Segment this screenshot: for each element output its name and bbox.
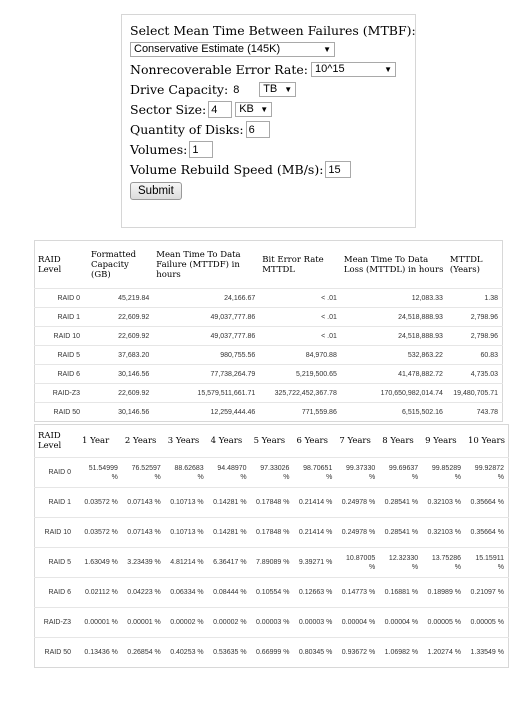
probability-cell: 88.62683 % <box>165 458 208 488</box>
col-year-6: 6 Years <box>296 436 328 446</box>
probability-cell: 1.20274 % <box>422 638 465 668</box>
probability-cell: 0.40253 % <box>165 638 208 668</box>
table-cell: 980,755.56 <box>153 346 259 365</box>
probability-cell: 0.10713 % <box>165 488 208 518</box>
mtbf-selected-value: Conservative Estimate (145K) <box>134 43 281 55</box>
col-mttdf: Mean Time To Data Failure (MTTDF) in hours <box>156 249 241 280</box>
probability-cell: 76.52597 % <box>122 458 165 488</box>
rebuild-input[interactable]: 15 <box>325 161 351 178</box>
sector-unit-select[interactable] <box>235 102 272 117</box>
table-cell: 12,083.33 <box>341 289 447 308</box>
probability-cell: 0.00003 % <box>293 608 336 638</box>
table-row <box>35 346 503 365</box>
col-year-8: 8 Years <box>382 436 414 446</box>
col-year-1: 1 Year <box>82 436 110 446</box>
probability-cell: 0.32103 % <box>422 488 465 518</box>
probability-cell: 0.53635 % <box>208 638 251 668</box>
probability-cell: 99.85289 % <box>422 458 465 488</box>
probability-cell: 0.06334 % <box>165 578 208 608</box>
table-cell: 2,798.96 <box>447 327 503 346</box>
probability-cell: 0.07143 % <box>122 488 165 518</box>
probability-cell: 0.17848 % <box>251 518 294 548</box>
probability-cell: 0.00004 % <box>379 608 422 638</box>
raid-level-cell: RAID 6 <box>35 365 89 384</box>
col-year-2: 2 Years <box>124 436 157 446</box>
table-cell: 30,146.56 <box>88 403 153 422</box>
probability-cell: 0.24978 % <box>336 488 379 518</box>
probability-cell: 94.48970 % <box>208 458 251 488</box>
raid-level-cell: RAID 10 <box>35 327 89 346</box>
probability-cell: 0.00003 % <box>251 608 294 638</box>
table-cell: 60.83 <box>447 346 503 365</box>
raid-level-cell: RAID-Z3 <box>35 608 80 638</box>
table-cell: 41,478,882.72 <box>341 365 447 384</box>
mtbf-select-row <box>130 39 415 59</box>
probability-cell: 0.10554 % <box>251 578 294 608</box>
table-cell: 6,515,502.16 <box>341 403 447 422</box>
table-cell: 15,579,511,661.71 <box>153 384 259 403</box>
col-year-4: 4 Years <box>210 436 243 446</box>
volumes-input[interactable]: 1 <box>189 141 213 158</box>
probability-cell: 0.00002 % <box>208 608 251 638</box>
table-cell: 170,650,982,014.74 <box>341 384 447 403</box>
mttdl-header-row <box>35 241 503 289</box>
raid-level-cell: RAID 5 <box>35 346 89 365</box>
probability-cell: 0.02112 % <box>79 578 122 608</box>
table-cell: 49,037,777.86 <box>153 308 259 327</box>
submit-button[interactable]: Submit <box>130 182 182 200</box>
table-row <box>35 289 503 308</box>
probability-cell: 6.36417 % <box>208 548 251 578</box>
capacity-unit-select[interactable] <box>259 82 296 97</box>
probability-cell: 0.18989 % <box>422 578 465 608</box>
probability-cell: 0.14281 % <box>208 518 251 548</box>
probability-cell: 0.00005 % <box>465 608 508 638</box>
probability-cell: 0.21097 % <box>465 578 508 608</box>
volumes-label: Volumes: <box>130 141 188 157</box>
rebuild-row <box>130 159 415 179</box>
table-cell: 743.78 <box>447 403 503 422</box>
probability-cell: 0.12663 % <box>293 578 336 608</box>
probability-cell: 3.23439 % <box>122 548 165 578</box>
probability-cell: 0.32103 % <box>422 518 465 548</box>
probability-cell: 0.28541 % <box>379 518 422 548</box>
table-row <box>35 488 509 518</box>
raid-level-cell: RAID 50 <box>35 638 80 668</box>
raid-level-cell: RAID 5 <box>35 548 80 578</box>
probability-cell: 0.66999 % <box>251 638 294 668</box>
probability-cell: 0.80345 % <box>293 638 336 668</box>
table-cell: 771,559.86 <box>259 403 341 422</box>
raid-level-cell: RAID 1 <box>35 488 80 518</box>
table-row <box>35 308 503 327</box>
table-cell: 5,219,500.65 <box>259 365 341 384</box>
table-cell: < .01 <box>259 289 341 308</box>
table-cell: 30,146.56 <box>88 365 153 384</box>
table-cell: 2,798.96 <box>447 308 503 327</box>
probability-cell: 7.89089 % <box>251 548 294 578</box>
probability-cell: 99.69637 % <box>379 458 422 488</box>
table-row <box>35 403 503 422</box>
probability-cell: 0.13436 % <box>79 638 122 668</box>
table-cell: 22,609.92 <box>88 327 153 346</box>
probability-cell: 1.33549 % <box>465 638 508 668</box>
probability-cell: 4.81214 % <box>165 548 208 578</box>
table-cell: < .01 <box>259 308 341 327</box>
table-cell: 77,738,264.79 <box>153 365 259 384</box>
table-cell: 24,166.67 <box>153 289 259 308</box>
col-raid-level: RAID Level <box>38 431 62 451</box>
submit-row <box>130 179 415 199</box>
probability-cell: 0.21414 % <box>293 488 336 518</box>
table-cell: 24,518,888.93 <box>341 308 447 327</box>
col-year-7: 7 Years <box>339 436 371 446</box>
probability-cell: 1.63049 % <box>79 548 122 578</box>
col-year-3: 3 Years <box>167 436 200 446</box>
table-row <box>35 518 509 548</box>
probability-cell: 13.75286 % <box>422 548 465 578</box>
table-row <box>35 365 503 384</box>
probability-cell: 51.54999 % <box>79 458 122 488</box>
col-year-9: 9 Years <box>425 436 457 446</box>
probability-cell: 0.10713 % <box>165 518 208 548</box>
table-row <box>35 458 509 488</box>
ner-select[interactable] <box>311 62 396 77</box>
volumes-row <box>130 139 415 159</box>
mttdl-table <box>34 240 503 422</box>
raid-level-cell: RAID 6 <box>35 578 80 608</box>
probability-cell: 1.06982 % <box>379 638 422 668</box>
probability-cell: 0.35664 % <box>465 518 508 548</box>
col-mttdl-hours: Mean Time To Data Loss (MTTDL) in hours <box>343 254 444 275</box>
probability-cell: 0.14281 % <box>208 488 251 518</box>
col-raid-level: RAID Level <box>38 254 62 275</box>
col-ber-mttdl: Bit Error Rate MTTDL <box>262 254 324 275</box>
probability-cell: 0.08444 % <box>208 578 251 608</box>
table-row <box>35 327 503 346</box>
probability-cell: 99.92872 % <box>465 458 508 488</box>
capacity-label: Drive Capacity: <box>130 81 229 97</box>
capacity-unit-value: TB <box>263 83 278 95</box>
table-row <box>35 548 509 578</box>
probability-cell: 0.28541 % <box>379 488 422 518</box>
raid-level-cell: RAID 0 <box>35 289 89 308</box>
probability-cell: 97.33026 % <box>251 458 294 488</box>
probability-cell: 12.32330 % <box>379 548 422 578</box>
sector-label: Sector Size: <box>130 101 207 117</box>
table-cell: 532,863.22 <box>341 346 447 365</box>
disks-label: Quantity of Disks: <box>130 121 244 137</box>
probability-cell: 0.00002 % <box>165 608 208 638</box>
probability-cell: 0.00001 % <box>122 608 165 638</box>
probability-cell: 0.00004 % <box>336 608 379 638</box>
raid-level-cell: RAID 1 <box>35 308 89 327</box>
ner-label: Nonrecoverable Error Rate: <box>130 61 309 77</box>
sector-row <box>130 99 415 119</box>
sector-input[interactable]: 4 <box>208 101 232 118</box>
table-cell: < .01 <box>259 327 341 346</box>
table-cell: 84,970.88 <box>259 346 341 365</box>
probability-cell: 0.93672 % <box>336 638 379 668</box>
mtbf-label: Select Mean Time Between Failures (MTBF): <box>130 22 416 38</box>
chevron-down-icon: ▼ <box>260 104 269 114</box>
col-year-10: 10 Years <box>468 436 505 446</box>
probability-cell: 9.39271 % <box>293 548 336 578</box>
col-year-5: 5 Years <box>253 436 286 446</box>
capacity-input[interactable]: 8 <box>230 81 256 98</box>
chevron-down-icon: ▼ <box>323 44 331 54</box>
probability-cell: 0.21414 % <box>293 518 336 548</box>
col-mttdl-years: MTTDL (Years) <box>449 254 483 275</box>
probability-cell: 98.70651 % <box>293 458 336 488</box>
ner-row <box>130 59 415 79</box>
table-cell: 22,609.92 <box>88 384 153 403</box>
table-cell: 37,683.20 <box>88 346 153 365</box>
table-row <box>35 608 509 638</box>
probability-cell: 15.15911 % <box>465 548 508 578</box>
ner-selected-value: 10^15 <box>315 63 345 75</box>
probability-cell: 0.14773 % <box>336 578 379 608</box>
probability-cell: 0.04223 % <box>122 578 165 608</box>
chevron-down-icon: ▼ <box>384 64 393 74</box>
capacity-row <box>130 79 415 99</box>
probability-cell: 0.00001 % <box>79 608 122 638</box>
raid-level-cell: RAID 0 <box>35 458 80 488</box>
sector-unit-value: KB <box>239 103 254 115</box>
probability-cell: 10.87005 % <box>336 548 379 578</box>
table-cell: 4,735.03 <box>447 365 503 384</box>
table-cell: 12,259,444.46 <box>153 403 259 422</box>
table-cell: 24,518,888.93 <box>341 327 447 346</box>
rebuild-label: Volume Rebuild Speed (MB/s): <box>130 161 324 177</box>
table-cell: 49,037,777.86 <box>153 327 259 346</box>
probability-cell: 0.00005 % <box>422 608 465 638</box>
table-cell: 19,480,705.71 <box>447 384 503 403</box>
probability-table-body <box>35 458 509 668</box>
table-cell: 325,722,452,367.78 <box>259 384 341 403</box>
probability-cell: 0.35664 % <box>465 488 508 518</box>
col-formatted-capacity: Formatted Capacity (GB) <box>91 249 137 280</box>
table-row <box>35 578 509 608</box>
calculator-form <box>121 14 416 228</box>
probability-cell: 0.03572 % <box>79 488 122 518</box>
probability-cell: 0.24978 % <box>336 518 379 548</box>
failure-probability-table <box>34 424 509 668</box>
table-row <box>35 638 509 668</box>
probability-cell: 0.26854 % <box>122 638 165 668</box>
table-cell: 45,219.84 <box>88 289 153 308</box>
disks-row <box>130 119 415 139</box>
probability-cell: 0.07143 % <box>122 518 165 548</box>
table-cell: 1.38 <box>447 289 503 308</box>
table-cell: 22,609.92 <box>88 308 153 327</box>
probability-cell: 0.03572 % <box>79 518 122 548</box>
probability-cell: 0.16881 % <box>379 578 422 608</box>
raid-level-cell: RAID 50 <box>35 403 89 422</box>
raid-level-cell: RAID-Z3 <box>35 384 89 403</box>
mtbf-label-row <box>130 21 415 39</box>
table-row <box>35 384 503 403</box>
mtbf-select[interactable] <box>130 42 335 57</box>
raid-level-cell: RAID 10 <box>35 518 80 548</box>
probability-cell: 0.17848 % <box>251 488 294 518</box>
chevron-down-icon: ▼ <box>284 84 293 94</box>
disks-input[interactable]: 6 <box>246 121 270 138</box>
probability-header-row <box>35 425 509 458</box>
probability-cell: 99.37330 % <box>336 458 379 488</box>
